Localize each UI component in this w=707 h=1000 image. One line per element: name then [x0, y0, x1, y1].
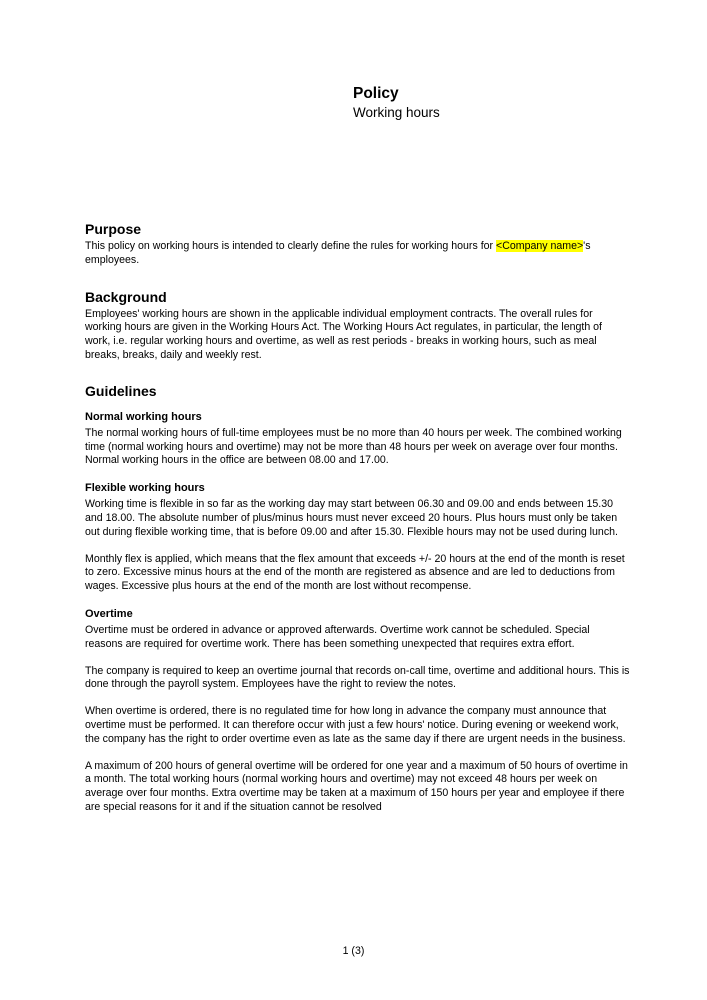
overtime-paragraph: The company is required to keep an overtime journal that records on-call time, overtime and additional hours. This is done through the payroll system. Employees have the right to review the notes.: [85, 664, 630, 691]
purpose-text-after: 's employees.: [85, 240, 591, 266]
overtime-paragraph: Overtime must be ordered in advance or approved afterwards. Overtime work cannot be scheduled. Special reasons are required for overtime work. There has been something unexpected that requires extra effort.: [85, 623, 590, 650]
overtime-paragraph: A maximum of 200 hours of general overtime will be ordered for one year and a maximum of 50 hours of overtime in a month. The total working hours (normal working hours and overtime) may not exceed 48 hours per week on average over four months. Extra overtime may be taken at a maximum of 150 hours per year and employee if there are special reasons for it and if the situation cannot be resolved: [85, 759, 628, 813]
background-heading: Background: [85, 288, 167, 305]
normal-hours-heading: Normal working hours: [85, 410, 202, 423]
overtime-subsection: [85, 607, 630, 815]
guidelines-heading: Guidelines: [85, 382, 157, 399]
company-name-placeholder: <Company name>: [496, 240, 584, 252]
purpose-text: [85, 240, 630, 268]
purpose-text-before: This policy on working hours is intended to clearly define the rules for working hours for: [85, 240, 497, 252]
overtime-paragraph: When overtime is ordered, there is no regulated time for how long in advance the company must announce that overtime must be performed. It can therefore occur with just a few hours' notice. During evening or weekend work, the company has the right to order overtime even as late as the same day if there are urgent needs in the business.: [85, 705, 626, 745]
document-title: Policy: [353, 85, 399, 102]
normal-hours-subsection: [85, 410, 630, 468]
title-block: [353, 84, 440, 121]
page-number: 1 (3): [342, 945, 365, 957]
flexible-hours-subsection: [85, 481, 630, 594]
background-text: Employees' working hours are shown in the applicable individual employment contracts. The overall rules for working hours are given in the Working Hours Act. The Working Hours Act regulates, in particular, the length of work, i.e. regular working hours and overtime, as well as rest periods - breaks in working hours, such as meal breaks, breaks, daily and weekly rest.: [85, 307, 603, 361]
guidelines-section: [85, 382, 630, 815]
flexible-hours-paragraph: Working time is flexible in so far as the working day may start between 06.30 and 09.00 and ends between 15.30 and 18.00. The absolute number of plus/minus hours must never exceed 20 hours. Plus hours must only be taken out during flexible working time, that is before 09.00 and after 15.30. Flexible hours may not be used during lunch.: [85, 498, 618, 538]
flexible-hours-heading: Flexible working hours: [85, 482, 205, 495]
background-section: [85, 288, 630, 363]
overtime-heading: Overtime: [85, 607, 133, 620]
normal-hours-paragraph: The normal working hours of full-time employees must be no more than 40 hours per week. The combined working time (normal working hours and overtime) may not be more than 48 hours per week on average over four months. Normal working hours in the office are between 08.00 and 17.00.: [85, 426, 622, 467]
flexible-hours-paragraph: Monthly flex is applied, which means that the flex amount that exceeds +/- 20 hours at the end of the month is reset to zero. Excessive minus hours at the end of the month are registered as absence and are led to deductions from wages. Excessive plus hours at the end of the month are lost without recompense.: [85, 552, 625, 593]
purpose-heading: Purpose: [85, 221, 142, 237]
document-body: [85, 220, 630, 815]
purpose-section: [85, 220, 630, 268]
document-subtitle: Working hours: [353, 105, 440, 120]
